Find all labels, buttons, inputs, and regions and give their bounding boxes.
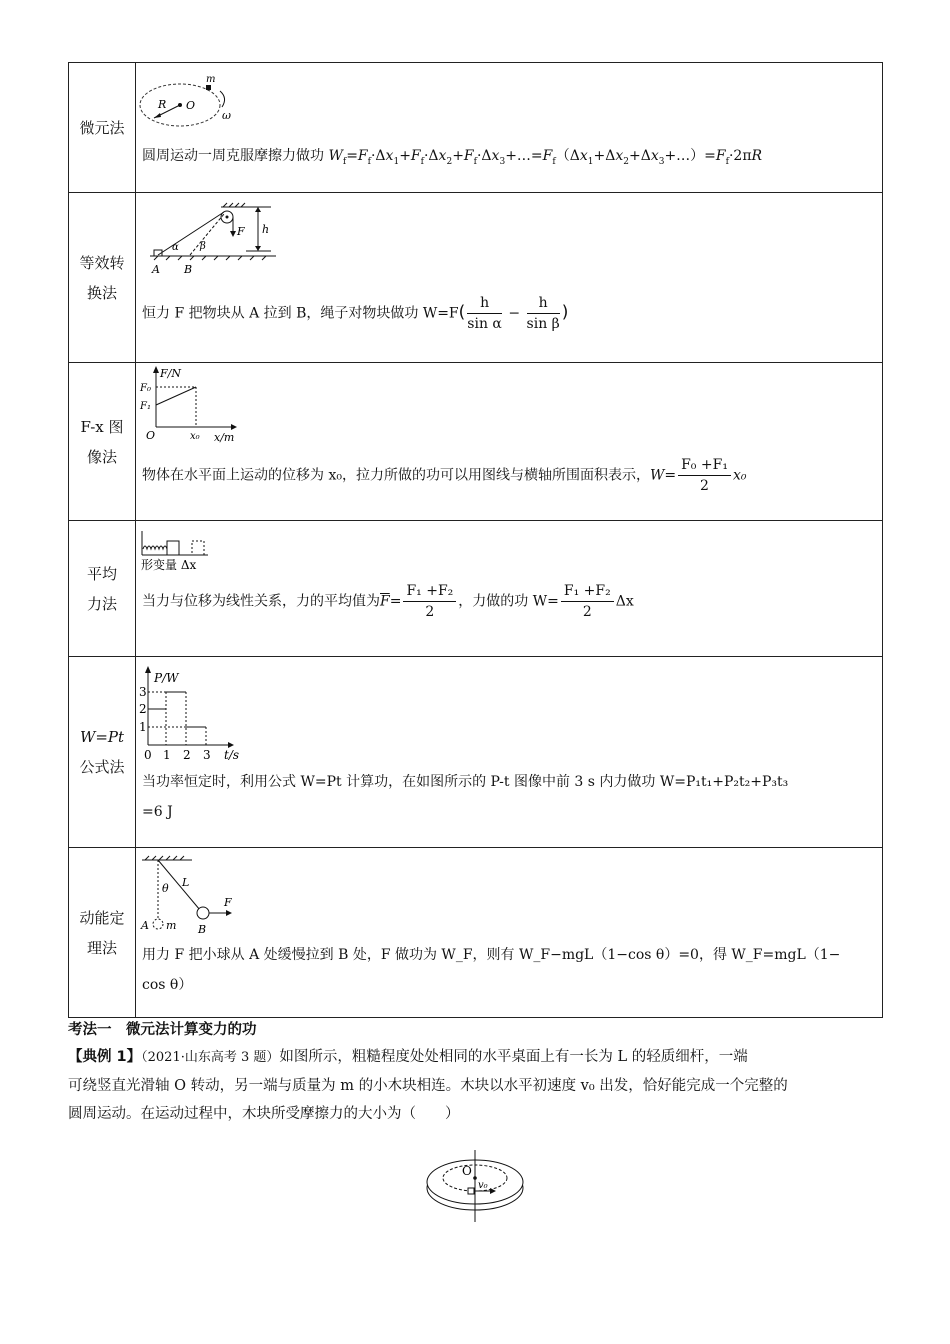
radius-label: R: [158, 98, 167, 111]
method-description: 物体在水平面上运动的位移为 x₀，拉力所做的功可以用图线与横轴所围面积表示，W= $\frac{\text{F₀ +F₁}}{2}$ x₀: [142, 457, 747, 494]
pulley-figure: [136, 193, 281, 283]
method-content: [136, 63, 883, 193]
x-axis-label: x/m: [214, 431, 235, 444]
alpha-label: α: [172, 242, 179, 253]
method-content: [136, 363, 883, 521]
f-x-graph: [136, 363, 246, 445]
mass-label: m: [166, 919, 177, 932]
method-name: 等效转 换法: [69, 193, 136, 363]
mass-label: m: [206, 74, 216, 85]
height-label: h: [262, 223, 270, 236]
fraction: $\frac{h}{\text{sin β}}$: [526, 295, 560, 332]
center-label: O: [186, 99, 196, 112]
origin-label: O: [146, 429, 156, 442]
point-b-label: B: [184, 263, 193, 276]
method-description: 用力 F 把小球从 A 处缓慢拉到 B 处，F 做功为 W_F，则有 W_F−mgL（1−cos θ）=0，得 W_F=mgL（1− cos θ）: [142, 947, 841, 993]
spring-figure: [136, 521, 226, 571]
example-label: 【典例 1】: [68, 1049, 142, 1065]
method-name: 动能定 理法: [69, 848, 136, 1018]
x-tick-1: 1: [163, 748, 171, 762]
x-tick-2: 2: [183, 748, 191, 762]
force-label: F: [237, 225, 245, 238]
method-content: [136, 848, 883, 1018]
y-axis-label: P/W: [154, 671, 179, 685]
fraction: $\frac{\text{F₁ +F₂}}{2}$: [403, 581, 456, 622]
fraction: $\frac{\text{F₀ +F₁}}{2}$: [678, 455, 731, 496]
method-description: 恒力 F 把物块从 A 拉到 B，绳子对物块做功 W=F( $\frac{h}{\text{sin α}}$ − $\frac{h}{\text{sin β}}$ ): [142, 295, 569, 332]
method-name: 平均 力法: [69, 521, 136, 657]
circle-motion-figure: [136, 63, 256, 133]
method-content: [136, 193, 883, 363]
x0-label: x₀: [190, 431, 200, 442]
f0-label: F₀: [140, 383, 151, 394]
section-title: 考法一 微元法计算变力的功: [68, 1022, 257, 1038]
table-row: [69, 363, 883, 521]
x-tick-0: 0: [144, 748, 152, 762]
p-t-graph: [136, 657, 256, 767]
y-tick-2: 2: [139, 702, 147, 716]
method-content: [136, 657, 883, 848]
table-row: [69, 63, 883, 193]
method-description: 当力与位移为线性关系，力的平均值为$\overline{F}=$ $\frac{\text{F₁ +F₂}}{2}$ ，力做的功 W= $\frac{\text{F₁ +F₂}}{2}$ Δx: [142, 583, 634, 620]
method-description: 圆周运动一周克服摩擦力做功 $W_f=F_f\cdot\Delta x_1+F_f\cdot\Delta x_2+F_f\cdot\Delta x_3+\dots=F_f(\Delta x_1+\Delta x_2+\Delta x_3+\dots)=F_f\cdot 2\pi R$: [142, 148, 763, 167]
example-source: （2021·山东高考 3 题）: [141, 1050, 280, 1065]
y-tick-1: 1: [139, 720, 147, 734]
point-a-label: A: [141, 919, 149, 932]
force-label: F: [224, 896, 232, 909]
x-tick-3: 3: [203, 748, 211, 762]
axis-label: O: [462, 1164, 472, 1178]
method-content: [136, 521, 883, 657]
table-row: [69, 657, 883, 848]
point-b-label: B: [198, 923, 207, 936]
method-description: 当功率恒定时，利用公式 W=Pt 计算功，在如图所示的 P-t 图像中前 3 s 内力做功 W=P₁t₁+P₂t₂+P₃t₃ =6 J: [142, 774, 789, 820]
point-a-label: A: [152, 263, 160, 276]
method-name: W=Pt 公式法: [69, 657, 136, 848]
turntable-figure: [420, 1148, 530, 1224]
f1-label: F₁: [140, 401, 151, 412]
y-axis-label: F/N: [160, 367, 181, 380]
method-name: 微元法: [69, 63, 136, 193]
work-formula: $W_f=F_f\cdot\Delta x_1+F_f\cdot\Delta x_2+F_f\cdot\Delta x_3+\dots=F_f(\Delta x_1+\Delta x_2+\Delta x_3+\dots)=F_f\cdot 2\pi R$: [328, 148, 763, 167]
x-axis-label: t/s: [224, 748, 240, 762]
methods-table: [68, 62, 883, 1018]
example-paragraph: 【典例 1】（2021·山东高考 3 题）如图所示，粗糙程度处处相同的水平桌面上有一长为 L 的轻质细杆，一端 可绕竖直光滑轴 O 转动，另一端与质量为 m 的小木块相连。木块以水平初速度 v₀ 出发，恰好能完成一个完整的 圆周运动。在运动过程中，木块所受摩擦力的大小为（ ）: [68, 1049, 788, 1122]
table-row: [69, 521, 883, 657]
fraction: $\frac{h}{\text{sin α}}$: [467, 295, 502, 332]
theta-label: θ: [162, 882, 169, 895]
table-row: [69, 848, 883, 1018]
y-tick-3: 3: [139, 685, 147, 699]
method-name: F-x 图 像法: [69, 363, 136, 521]
length-label: L: [182, 876, 190, 889]
omega-label: ω: [222, 109, 231, 122]
deformation-caption: 形变量 Δx: [141, 558, 197, 571]
table-row: [69, 193, 883, 363]
velocity-label: v₀: [478, 1180, 488, 1191]
pendulum-figure: [136, 848, 246, 940]
fraction: $\frac{\text{F₁ +F₂}}{2}$: [561, 581, 614, 622]
beta-label: β: [200, 241, 206, 252]
